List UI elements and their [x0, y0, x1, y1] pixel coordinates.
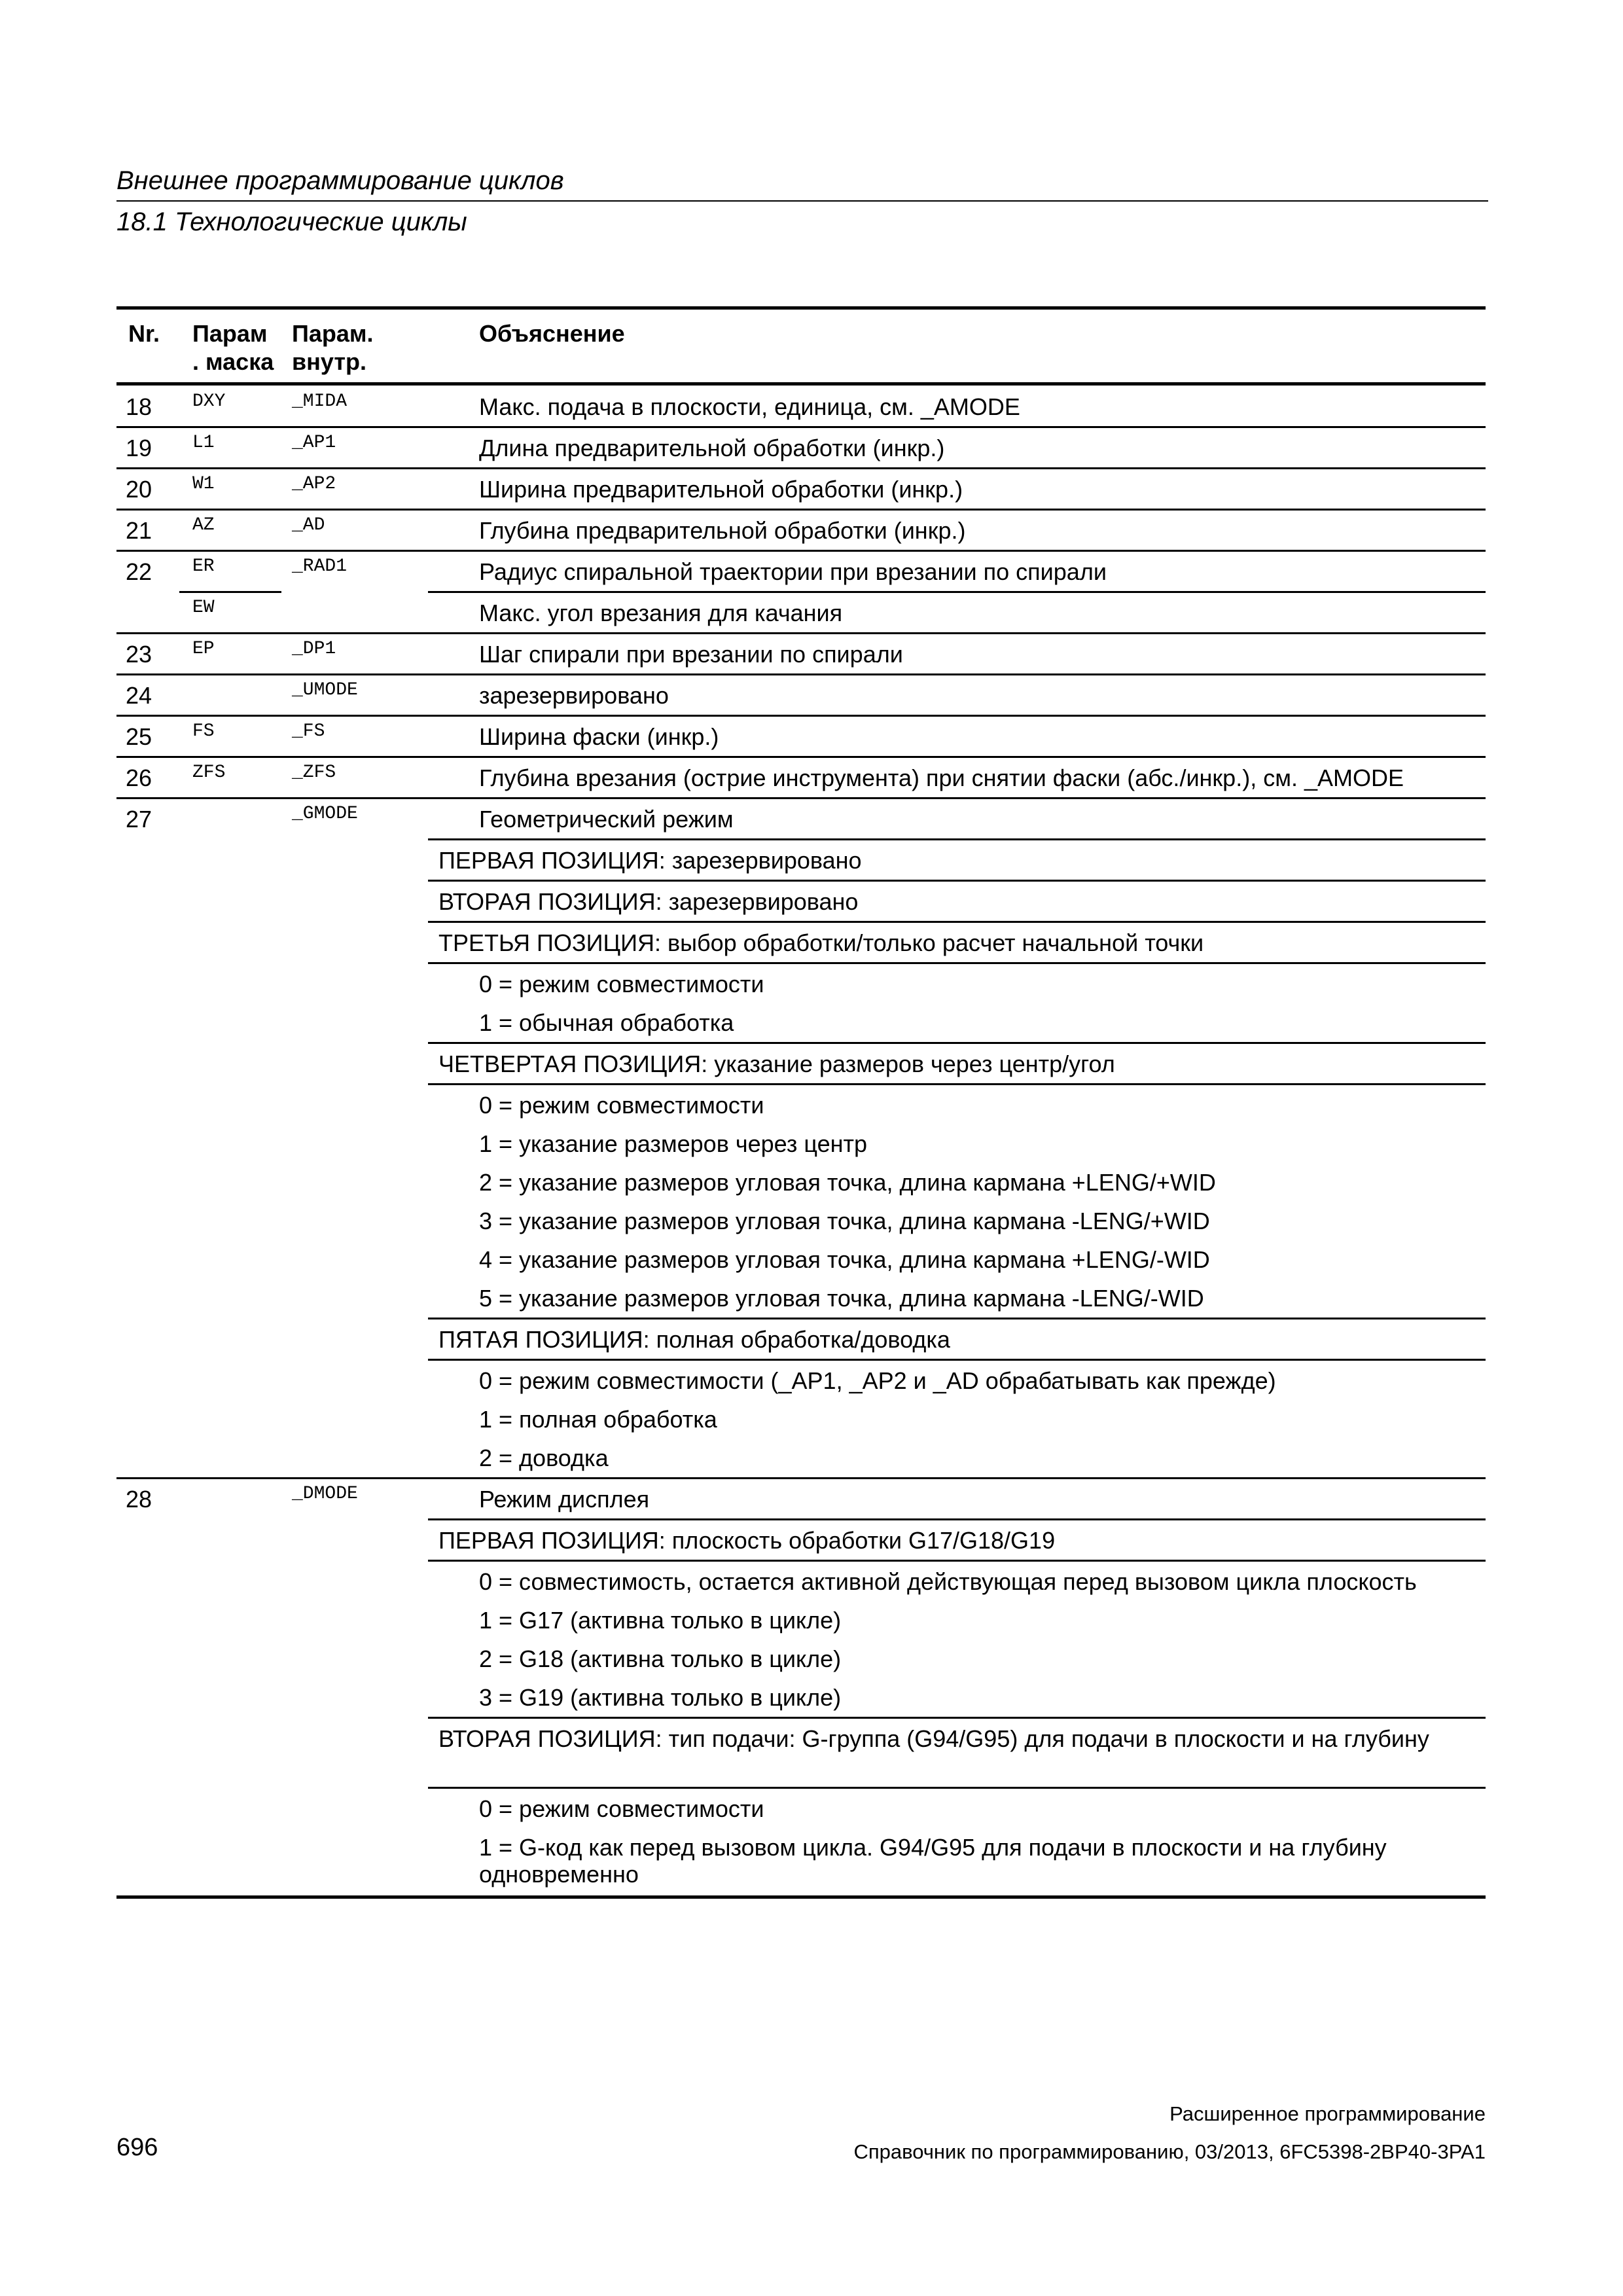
option-value: 1 = полная обработка — [479, 1406, 717, 1433]
row-number: 27 — [126, 806, 152, 833]
row-divider — [116, 550, 1486, 552]
section-title: 18.1 Технологические циклы — [116, 207, 467, 236]
row-divider — [116, 715, 1486, 717]
row-divider — [116, 426, 1486, 428]
table-top-rule — [116, 306, 1486, 310]
row-divider — [116, 467, 1486, 469]
option-value: 1 = G17 (активна только в цикле) — [479, 1607, 842, 1634]
row-divider — [116, 756, 1486, 758]
row-divider — [428, 1787, 1486, 1789]
row-divider — [179, 591, 281, 593]
row-number: 19 — [126, 435, 152, 461]
internal-param: _ZFS — [292, 762, 336, 783]
chapter-title: Внешнее программирование циклов — [116, 166, 564, 195]
internal-param: _RAD1 — [292, 556, 348, 577]
explanation: Радиус спиральной траектории при врезании по спирали — [479, 558, 1107, 585]
row-number: 25 — [126, 723, 152, 750]
explanation: Глубина предварительной обработки (инкр.) — [479, 517, 966, 544]
internal-param: _FS — [292, 721, 325, 742]
row-divider — [116, 509, 1486, 511]
internal-param: _GMODE — [292, 804, 358, 824]
option-value: 0 = режим совместимости (_AP1, _AP2 и _AD обрабатывать как прежде) — [479, 1367, 1276, 1394]
mask-param: EW — [192, 598, 215, 618]
row-divider — [428, 880, 1486, 882]
option-value: 2 = доводка — [479, 1444, 609, 1471]
option-value: 1 = G-код как перед вызовом цикла. G94/G95 для подачи в плоскости и на глубину одновременно — [479, 1834, 1387, 1888]
mask-param: DXY — [192, 391, 226, 412]
internal-param: _DMODE — [292, 1484, 358, 1504]
row-divider — [428, 921, 1486, 923]
row-divider — [428, 1717, 1486, 1719]
internal-param: _MIDA — [292, 391, 348, 412]
row-divider — [428, 1083, 1486, 1085]
row-number: 18 — [126, 393, 152, 420]
table-bottom-rule — [116, 1895, 1486, 1899]
row-divider — [428, 591, 1486, 593]
row-number: 22 — [126, 558, 152, 585]
explanation: Шаг спирали при врезании по спирали — [479, 641, 903, 668]
col-header-explanation: Объяснение — [479, 320, 625, 347]
internal-param: _AP2 — [292, 474, 336, 494]
book-title: Расширенное программирование — [1169, 2102, 1486, 2125]
mask-param: L1 — [192, 433, 215, 453]
internal-param: _AD — [292, 515, 325, 535]
row-number: 20 — [126, 476, 152, 503]
position-heading: ПЕРВАЯ ПОЗИЦИЯ: плоскость обработки G17/G18/G19 — [438, 1527, 1056, 1554]
position-heading: ТРЕТЬЯ ПОЗИЦИЯ: выбор обработки/только расчет начальной точки — [438, 929, 1204, 956]
option-value: 5 = указание размеров угловая точка, длина кармана -LENG/-WID — [479, 1285, 1204, 1312]
internal-param: _AP1 — [292, 433, 336, 453]
mask-param: ER — [192, 556, 215, 577]
explanation: Режим дисплея — [479, 1486, 650, 1513]
mask-param: EP — [192, 639, 215, 659]
row-number: 28 — [126, 1486, 152, 1513]
row-divider — [428, 962, 1486, 964]
row-divider — [428, 1359, 1486, 1361]
option-value: 1 = указание размеров через центр — [479, 1130, 867, 1157]
option-value: 2 = G18 (активна только в цикле) — [479, 1645, 842, 1672]
row-divider — [116, 797, 1486, 799]
row-divider — [428, 1518, 1486, 1520]
explanation: Глубина врезания (острие инструмента) при снятии фаски (абс./инкр.), см. _AMODE — [479, 764, 1404, 791]
explanation: Макс. подача в плоскости, единица, см. _AMODE — [479, 393, 1020, 420]
explanation: Геометрический режим — [479, 806, 734, 833]
table-header-rule — [116, 382, 1486, 386]
internal-param: _DP1 — [292, 639, 336, 659]
option-value: 2 = указание размеров угловая точка, длина кармана +LENG/+WID — [479, 1169, 1216, 1196]
position-heading: ВТОРАЯ ПОЗИЦИЯ: тип подачи: G-группа (G94/G95) для подачи в плоскости и на глубину — [438, 1725, 1429, 1752]
col-header-nr: Nr. — [128, 320, 160, 347]
option-value: 3 = G19 (активна только в цикле) — [479, 1684, 842, 1711]
row-divider — [116, 632, 1486, 634]
option-value: 0 = совместимость, остается активной действующая перед вызовом цикла плоскость — [479, 1568, 1417, 1595]
row-number: 21 — [126, 517, 152, 544]
internal-param: _UMODE — [292, 680, 358, 700]
explanation: зарезервировано — [479, 682, 669, 709]
option-value: 3 = указание размеров угловая точка, длина кармана -LENG/+WID — [479, 1208, 1210, 1234]
row-number: 26 — [126, 764, 152, 791]
header-rule — [116, 200, 1488, 202]
col-header-mask: Парам . маска — [192, 320, 274, 376]
explanation: Макс. угол врезания для качания — [479, 600, 843, 626]
mask-param: AZ — [192, 515, 215, 535]
option-value: 4 = указание размеров угловая точка, длина кармана +LENG/-WID — [479, 1246, 1210, 1273]
manual-reference: Справочник по программированию, 03/2013, 6FC5398-2BP40-3PA1 — [853, 2140, 1486, 2163]
option-value: 0 = режим совместимости — [479, 1092, 764, 1119]
mask-param: W1 — [192, 474, 215, 494]
explanation: Ширина фаски (инкр.) — [479, 723, 719, 750]
explanation: Ширина предварительной обработки (инкр.) — [479, 476, 963, 503]
col-header-internal: Парам. внутр. — [292, 320, 374, 376]
page-number: 696 — [116, 2134, 158, 2161]
row-divider — [428, 1318, 1486, 1319]
mask-param: FS — [192, 721, 215, 742]
position-heading: ПЯТАЯ ПОЗИЦИЯ: полная обработка/доводка — [438, 1326, 950, 1353]
row-divider — [116, 1477, 1486, 1479]
row-divider — [428, 1042, 1486, 1044]
position-heading: ВТОРАЯ ПОЗИЦИЯ: зарезервировано — [438, 888, 859, 915]
option-value: 0 = режим совместимости — [479, 971, 764, 997]
position-heading: ЧЕТВЕРТАЯ ПОЗИЦИЯ: указание размеров через центр/угол — [438, 1050, 1115, 1077]
row-divider — [428, 1560, 1486, 1562]
row-divider — [116, 673, 1486, 675]
row-number: 23 — [126, 641, 152, 668]
row-number: 24 — [126, 682, 152, 709]
row-divider — [428, 838, 1486, 840]
mask-param: ZFS — [192, 762, 226, 783]
option-value: 1 = обычная обработка — [479, 1009, 734, 1036]
explanation: Длина предварительной обработки (инкр.) — [479, 435, 945, 461]
option-value: 0 = режим совместимости — [479, 1795, 764, 1822]
position-heading: ПЕРВАЯ ПОЗИЦИЯ: зарезервировано — [438, 847, 862, 874]
